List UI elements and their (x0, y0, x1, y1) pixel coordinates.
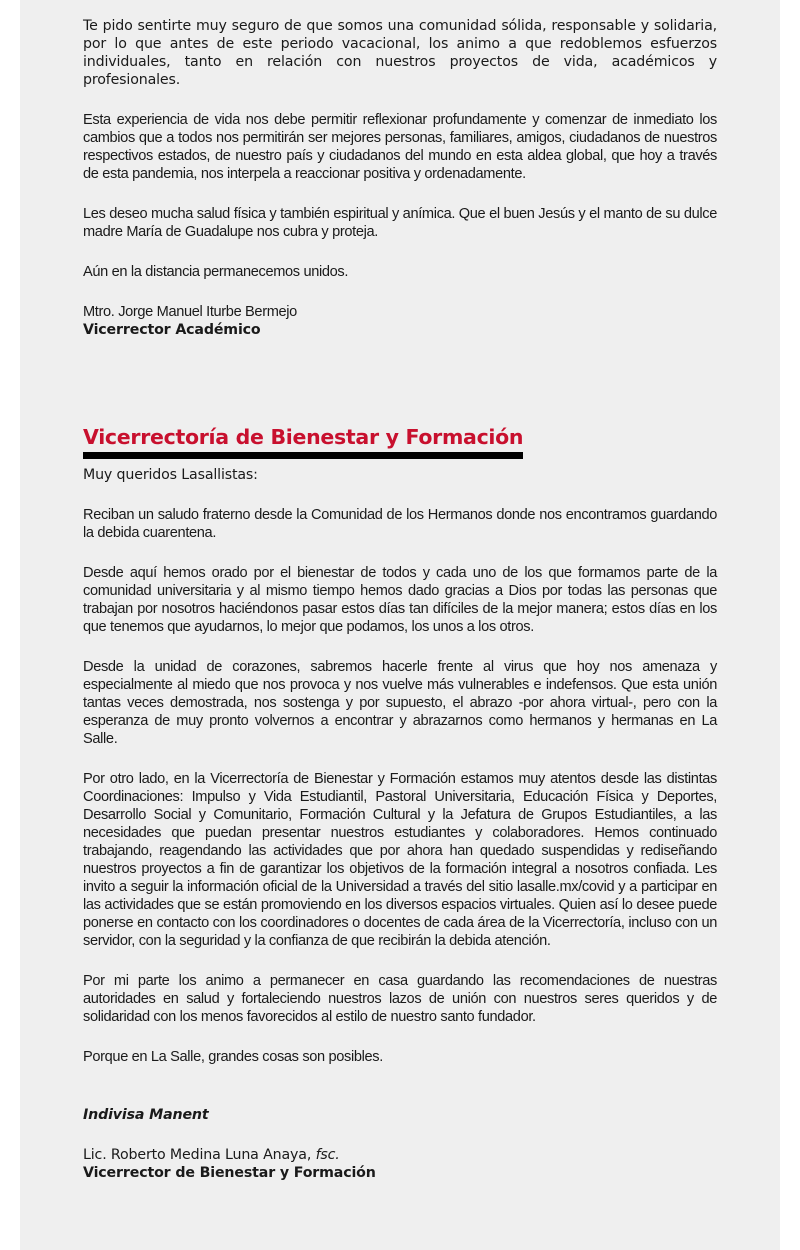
signature-suffix: fsc. (315, 1147, 340, 1163)
heading-underline-bar (83, 452, 523, 459)
document-content (83, 17, 717, 1182)
signature-title: Vicerrector Académico (83, 322, 261, 338)
paragraph: Por mi parte los animo a permanecer en casa guardando las recomendaciones de nuestras autoridades en salud y fortaleciendo nuestros lazos de unión con nuestros seres queridos y de solidaridad con los menos favorecidos al estilo de nuestro santo fundador. (83, 973, 717, 1025)
paragraph: Por otro lado, en la Vicerrectoría de Bienestar y Formación estamos muy atentos desde las distintas Coordinaciones: Impulso y Vida Estudiantil, Pastoral Universitaria, Educación Física y Deportes, Desarrollo Social y Comunitario, Formación Cultural y la Jefatura de Grupos Estudiantiles, a las necesidades que puedan presentar nuestros estudiantes y colaboradores. Hemos continuado trabajando, reagendando las actividades que por ahora han quedado suspendidas y rediseñando nuestros proyectos a fin de garantizar los objetivos de la formación integral a nosotros confiada. Les invito a seguir la información oficial de la Universidad a través del sitio lasalle.mx/covid y a participar en las actividades que se están promoviendo en los diversos espacios virtuales. Quien así lo desee puede ponerse en contacto con los coordinadores o docentes de cada área de la Vicerrectoría, incluso con un servidor, con la seguridad y la confianza de que recibirán la debida atención. (83, 771, 717, 949)
paragraph: Desde aquí hemos orado por el bienestar de todos y cada uno de los que formamos parte de la comunidad universitaria y al mismo tiempo hemos dado gracias a Dios por todas las personas que trabajan por nosotros haciéndonos pasar estos días tan difíciles de la mejor manera; estos días en los que tenemos que ayudarnos, lo mejor que podamos, los unos a los otros. (83, 565, 717, 635)
section-heading (83, 425, 523, 459)
document-panel (20, 0, 780, 1250)
greeting: Muy queridos Lasallistas: (83, 467, 258, 483)
paragraph: Aún en la distancia permanecemos unidos. (83, 264, 349, 280)
paragraph: Esta experiencia de vida nos debe permitir reflexionar profundamente y comenzar de inmediato los cambios que a todos nos permitirán ser mejores personas, familiares, amigos, ciudadanos de nuestros respectivos estados, de nuestro país y ciudadanos del mundo en esta aldea global, que hoy a través de esta pandemia, nos interpela a reaccionar positiva y ordenadamente. (83, 112, 717, 182)
signature-line (83, 1146, 717, 1164)
section-heading-text: Vicerrectoría de Bienestar y Formación (83, 425, 524, 449)
paragraph: Desde la unidad de corazones, sabremos hacerle frente al virus que hoy nos amenaza y especialmente al miedo que nos provoca y nos vuelve más vulnerables e indefensos. Que esta unión tantas veces demostrada, nos sostenga y por supuesto, el abrazo -por ahora virtual-, pero con la esperanza de muy pronto volvernos a encontrar y abrazarnos como hermanos y hermanas en La Salle. (83, 659, 717, 747)
signature-name: Lic. Roberto Medina Luna Anaya, (83, 1147, 312, 1163)
paragraph: Les deseo mucha salud física y también espiritual y anímica. Que el buen Jesús y el manto de su dulce madre María de Guadalupe nos cubra y proteja. (83, 206, 717, 240)
signature-title: Vicerrector de Bienestar y Formación (83, 1165, 376, 1181)
paragraph: Reciban un saludo fraterno desde la Comunidad de los Hermanos donde nos encontramos guardando la debida cuarentena. (83, 507, 717, 541)
motto: Indivisa Manent (83, 1107, 209, 1123)
signature-name: Mtro. Jorge Manuel Iturbe Bermejo (83, 304, 297, 320)
paragraph: Te pido sentirte muy seguro de que somos una comunidad sólida, responsable y solidaria, por lo que antes de este periodo vacacional, los animo a que redoblemos esfuerzos individuales, tanto en relación con nuestros proyectos de vida, académicos y profesionales. (83, 18, 717, 88)
paragraph: Porque en La Salle, grandes cosas son posibles. (83, 1049, 383, 1065)
